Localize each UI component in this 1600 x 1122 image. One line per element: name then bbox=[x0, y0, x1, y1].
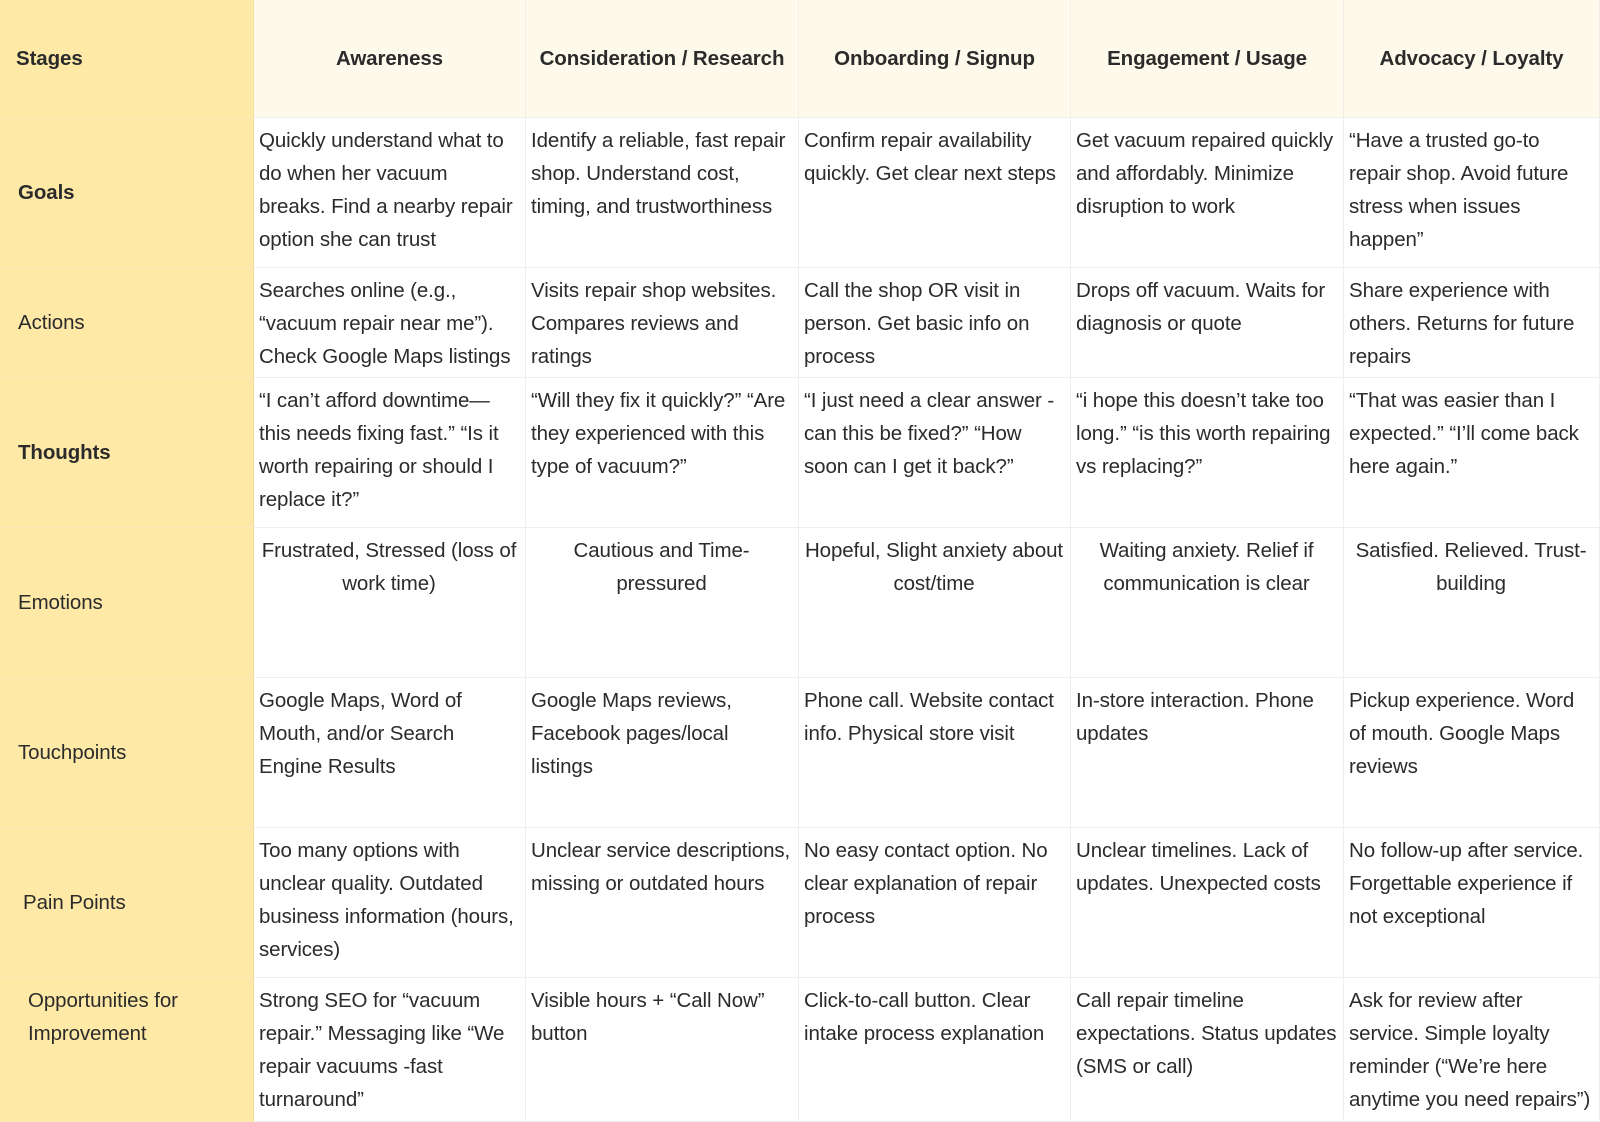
table-cell: Quickly understand what to do when her vacuum breaks. Find a nearby repair option she can trust bbox=[254, 118, 526, 268]
column-header-engagement: Engagement / Usage bbox=[1071, 0, 1344, 118]
table-cell: Frustrated, Stressed (loss of work time) bbox=[254, 528, 526, 678]
table-cell: Google Maps reviews, Facebook pages/local listings bbox=[526, 678, 799, 828]
table-cell: “That was easier than I expected.” “I’ll come back here again.” bbox=[1344, 378, 1600, 528]
table-cell: “I can’t afford downtime—this needs fixing fast.” “Is it worth repairing or should I replace it?” bbox=[254, 378, 526, 528]
table-cell: “Will they fix it quickly?” “Are they experienced with this type of vacuum?” bbox=[526, 378, 799, 528]
table-cell: Pickup experience. Word of mouth. Google Maps reviews bbox=[1344, 678, 1600, 828]
table-cell: Drops off vacuum. Waits for diagnosis or quote bbox=[1071, 268, 1344, 378]
table-cell: Confirm repair availability quickly. Get clear next steps bbox=[799, 118, 1071, 268]
table-cell: Get vacuum repaired quickly and affordably. Minimize disruption to work bbox=[1071, 118, 1344, 268]
table-cell: Hopeful, Slight anxiety about cost/time bbox=[799, 528, 1071, 678]
row-label-touchpoints: Touchpoints bbox=[0, 678, 254, 828]
table-cell: Click-to-call button. Clear intake process explanation bbox=[799, 978, 1071, 1122]
table-cell: Call the shop OR visit in person. Get basic info on process bbox=[799, 268, 1071, 378]
column-header-awareness: Awareness bbox=[254, 0, 526, 118]
table-cell: Visits repair shop websites. Compares reviews and ratings bbox=[526, 268, 799, 378]
table-cell: Cautious and Time-pressured bbox=[526, 528, 799, 678]
table-cell: Searches online (e.g., “vacuum repair near me”). Check Google Maps listings bbox=[254, 268, 526, 378]
table-cell: Visible hours + “Call Now” button bbox=[526, 978, 799, 1122]
table-cell: In-store interaction. Phone updates bbox=[1071, 678, 1344, 828]
table-cell: Unclear service descriptions, missing or outdated hours bbox=[526, 828, 799, 978]
row-label-actions: Actions bbox=[0, 268, 254, 378]
table-cell: No easy contact option. No clear explanation of repair process bbox=[799, 828, 1071, 978]
table-cell: Unclear timelines. Lack of updates. Unexpected costs bbox=[1071, 828, 1344, 978]
table-cell: Identify a reliable, fast repair shop. Understand cost, timing, and trustworthiness bbox=[526, 118, 799, 268]
table-cell: “I just need a clear answer - can this be fixed?” “How soon can I get it back?” bbox=[799, 378, 1071, 528]
row-label-goals: Goals bbox=[0, 118, 254, 268]
table-cell: Satisfied. Relieved. Trust-building bbox=[1344, 528, 1600, 678]
table-cell: No follow-up after service. Forgettable experience if not exceptional bbox=[1344, 828, 1600, 978]
column-header-onboarding: Onboarding / Signup bbox=[799, 0, 1071, 118]
table-cell: Waiting anxiety. Relief if communication is clear bbox=[1071, 528, 1344, 678]
table-cell: Google Maps, Word of Mouth, and/or Search Engine Results bbox=[254, 678, 526, 828]
row-label-emotions: Emotions bbox=[0, 528, 254, 678]
table-cell: Strong SEO for “vacuum repair.” Messaging like “We repair vacuums -fast turnaround” bbox=[254, 978, 526, 1122]
row-label-pain-points: Pain Points bbox=[0, 828, 254, 978]
table-cell: Call repair timeline expectations. Status updates (SMS or call) bbox=[1071, 978, 1344, 1122]
table-cell: “i hope this doesn’t take too long.” “is this worth repairing vs replacing?” bbox=[1071, 378, 1344, 528]
table-cell: “Have a trusted go-to repair shop. Avoid future stress when issues happen” bbox=[1344, 118, 1600, 268]
table-cell: Too many options with unclear quality. Outdated business information (hours, services) bbox=[254, 828, 526, 978]
row-label-thoughts: Thoughts bbox=[0, 378, 254, 528]
row-label-opportunities: Opportunities for Improvement bbox=[0, 978, 254, 1122]
stages-header: Stages bbox=[0, 0, 254, 118]
table-cell: Phone call. Website contact info. Physical store visit bbox=[799, 678, 1071, 828]
table-cell: Share experience with others. Returns for future repairs bbox=[1344, 268, 1600, 378]
column-header-consideration: Consideration / Research bbox=[526, 0, 799, 118]
column-header-advocacy: Advocacy / Loyalty bbox=[1344, 0, 1600, 118]
table-cell: Ask for review after service. Simple loyalty reminder (“We’re here anytime you need repairs”) bbox=[1344, 978, 1600, 1122]
